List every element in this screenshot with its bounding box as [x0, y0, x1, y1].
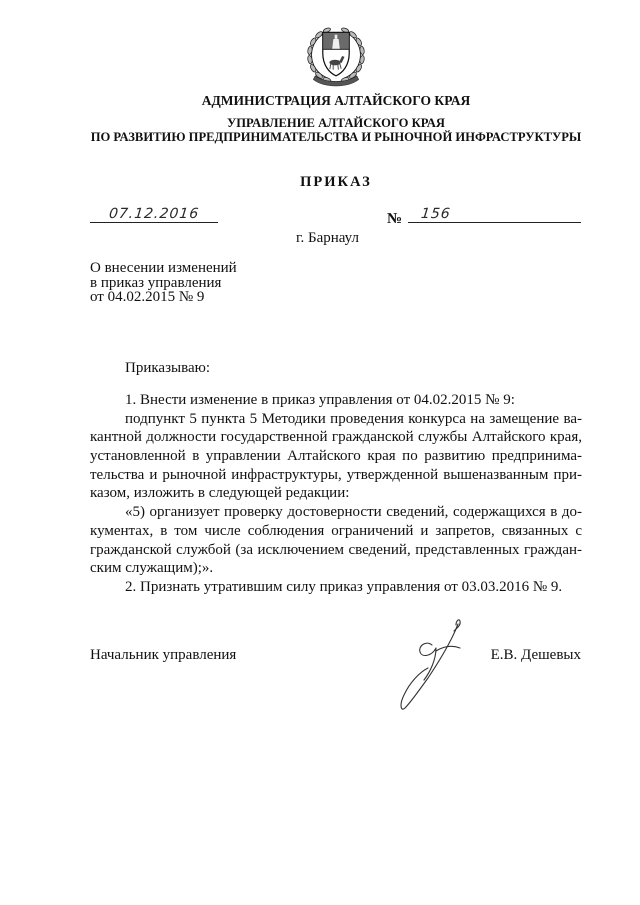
paragraph-3-line: кументах, в том числе соблюдения ограничений и запретов, связанных с	[90, 522, 582, 539]
department-title-line-2: ПО РАЗВИТИЮ ПРЕДПРИНИМАТЕЛЬСТВА И РЫНОЧНОЙ ИНФРАСТРУКТУРЫ	[90, 130, 582, 144]
handwritten-signature-icon	[390, 615, 475, 715]
document-type-title: ПРИКАЗ	[300, 174, 372, 190]
subject-line: в приказ управления	[90, 274, 222, 291]
document-subject	[90, 261, 237, 305]
handwritten-number: 156	[420, 206, 452, 222]
number-label: №	[387, 211, 403, 227]
paragraph-2-line: кантной должности государственной гражданской службы Алтайского края,	[90, 429, 582, 446]
shield	[323, 32, 349, 75]
department-title-line-1: УПРАВЛЕНИЕ АЛТАЙСКОГО КРАЯ	[227, 116, 445, 130]
signatory-position: Начальник управления	[90, 647, 237, 663]
signatory-name: Е.В. Дешевых	[490, 647, 581, 663]
paragraph-3-line: «5) организует проверку достоверности сведений, содержащихся в до-	[125, 504, 582, 521]
coat-of-arms-icon	[300, 21, 372, 89]
paragraph-3-line: ским служащим);».	[90, 560, 214, 577]
subject-line: О внесении изменений	[90, 260, 237, 276]
paragraph-2-line: казом, изложить в следующей редакции:	[90, 485, 350, 502]
paragraph-2-line: подпункт 5 пункта 5 Методики проведения конкурса на замещение ва-	[125, 410, 582, 427]
paragraph-1-line: 1. Внести изменение в приказ управления от 04.02.2015 № 9:	[125, 392, 515, 408]
order-intro: Приказываю:	[125, 360, 210, 376]
city: г. Барнаул	[296, 230, 359, 246]
paragraph-3-line: гражданской службой (за исключением сведений, представленных граждан-	[90, 541, 582, 558]
subject-line: от 04.02.2015 № 9	[90, 289, 205, 305]
organization-title: АДМИНИСТРАЦИЯ АЛТАЙСКОГО КРАЯ	[201, 93, 471, 108]
paragraph-2-line: установленной в управлении Алтайского края по развитию предпринима-	[90, 448, 582, 465]
handwritten-date: 07.12.2016	[108, 206, 201, 222]
paragraph-4-line: 2. Признать утратившим силу приказ управления от 03.03.2016 № 9.	[125, 578, 563, 595]
paragraph-2-line: тельства и рыночной инфраструктуры, утвержденной вышеназванным при-	[90, 466, 582, 483]
order-body	[90, 391, 582, 597]
